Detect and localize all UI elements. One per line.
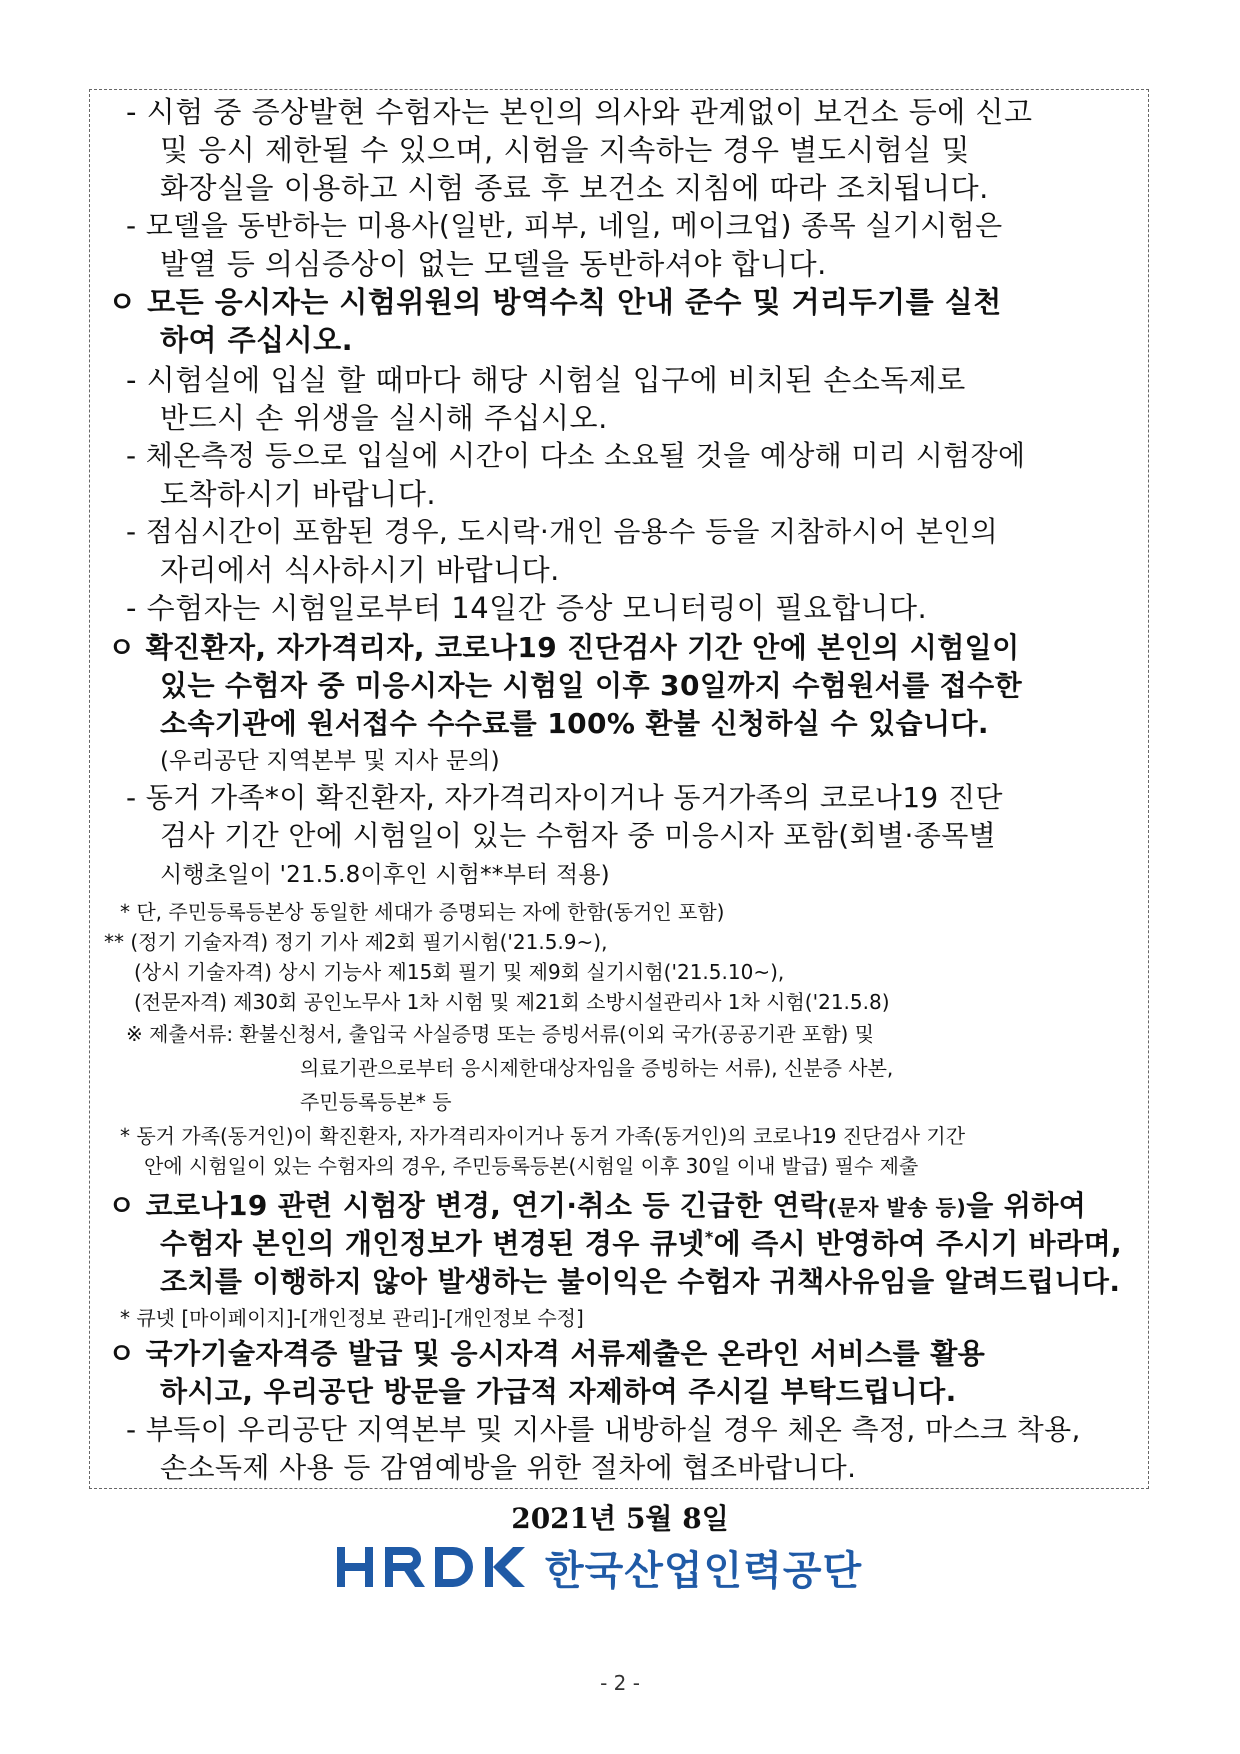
- text-line: 검사 기간 안에 시험일이 있는 수험자 중 미응시자 포함(회별·종목별: [160, 819, 997, 852]
- text-line: - 모델을 동반하는 미용사(일반, 피부, 네일, 메이크업) 종목 실기시험은: [126, 209, 1003, 242]
- text-line: - 부득이 우리공단 지역본부 및 지사를 내방하실 경우 체온 측정, 마스크 착용,: [126, 1413, 1081, 1446]
- footnote-line: ** (정기 기술자격) 정기 기사 제2회 필기시험('21.5.9~),: [104, 930, 608, 954]
- bullet-heading: ㅇ 국가기술자격증 발급 및 응시자격 서류제출은 온라인 서비스를 활용: [108, 1337, 986, 1370]
- document-date: 2021년 5월 8일: [511, 1502, 729, 1535]
- footnote-line: 안에 시험일이 있는 수험자의 경우, 주민등록등본(시험일 이후 30일 이내 발급) 필수 제출: [144, 1154, 919, 1178]
- bullet-heading: 하시고, 우리공단 방문을 가급적 자제하여 주시길 부탁드립니다.: [160, 1375, 957, 1408]
- bullet-heading: [160, 1222, 1122, 1262]
- documents-line: 주민등록등본* 등: [300, 1090, 452, 1114]
- heading-part: ㅇ 코로나19 관련 시험장 변경, 연기·취소 등 긴급한 연락: [108, 1189, 828, 1222]
- text-line: 자리에서 식사하시기 바랍니다.: [160, 553, 560, 587]
- text-line: - 점심시간이 포함된 경우, 도시락·개인 음용수 등을 지참하시어 본인의: [126, 515, 999, 548]
- text-line: - 시험 중 증상발현 수험자는 본인의 의사와 관계없이 보건소 등에 신고: [126, 95, 1033, 129]
- documents-line: ※ 제출서류: 환불신청서, 출입국 사실증명 또는 증빙서류(이외 국가(공공기관 포함) 및: [126, 1022, 875, 1046]
- text-line: - 수험자는 시험일로부터 14일간 증상 모니터링이 필요합니다.: [126, 591, 928, 625]
- heading-part: 을 위하여: [966, 1189, 1087, 1222]
- text-line: 발열 등 의심증상이 없는 모델을 동반하셔야 합니다.: [160, 247, 827, 281]
- bullet-heading: ㅇ 모든 응시자는 시험위원의 방역수칙 안내 준수 및 거리두기를 실천: [108, 285, 1002, 319]
- hrdk-logo-icon: [335, 1537, 535, 1597]
- text-line: - 시험실에 입실 할 때마다 해당 시험실 입구에 비치된 손소독제로: [126, 363, 966, 397]
- bullet-heading: ㅇ 확진환자, 자가격리자, 코로나19 진단검사 기간 안에 본인의 시험일이: [108, 631, 1020, 664]
- text-line: 반드시 손 위생을 실시해 주십시오.: [160, 401, 608, 435]
- text-line: 손소독제 사용 등 감염예방을 위한 절차에 협조바랍니다.: [160, 1451, 857, 1484]
- text-line: 도착하시기 바랍니다.: [160, 477, 437, 511]
- text-line: - 동거 가족*이 확진환자, 자가격리자이거나 동거가족의 코로나19 진단: [126, 781, 1003, 814]
- bullet-heading: 있는 수험자 중 미응시자는 시험일 이후 30일까지 수험원서를 접수한: [160, 669, 1023, 702]
- bullet-heading: 조치를 이행하지 않아 발생하는 불이익은 수험자 귀책사유임을 알려드립니다.: [160, 1265, 1121, 1298]
- page-number: - 2 -: [600, 1671, 640, 1695]
- text-line: (우리공단 지역본부 및 지사 문의): [160, 748, 500, 774]
- footnote-line: (전문자격) 제30회 공인노무사 1차 시험 및 제21회 소방시설관리사 1차 시험('21.5.8): [134, 990, 890, 1014]
- documents-line: 의료기관으로부터 응시제한대상자임을 증빙하는 서류), 신분증 사본,: [300, 1056, 894, 1080]
- heading-note: (문자 발송 등): [827, 1196, 967, 1220]
- text-line: - 체온측정 등으로 입실에 시간이 다소 소요될 것을 예상해 미리 시험장에: [126, 439, 1026, 472]
- heading-part: 에 즉시 반영하여 주시기 바라며,: [713, 1227, 1123, 1260]
- bullet-heading: [108, 1184, 1086, 1224]
- bullet-heading: 소속기관에 원서접수 수수료를 100% 환불 신청하실 수 있습니다.: [160, 707, 989, 740]
- text-line: 및 응시 제한될 수 있으며, 시험을 지속하는 경우 별도시험실 및: [160, 133, 971, 167]
- heading-part: 수험자 본인의 개인정보가 변경된 경우 큐넷: [160, 1227, 705, 1260]
- text-line: 화장실을 이용하고 시험 종료 후 보건소 지침에 따라 조치됩니다.: [160, 171, 989, 205]
- text-line: 시행초일이 '21.5.8이후인 시험**부터 적용): [160, 862, 610, 888]
- footnote-line: * 큐넷 [마이페이지]-[개인정보 관리]-[개인정보 수정]: [120, 1306, 584, 1330]
- footnote-line: (상시 기술자격) 상시 기능사 제15회 필기 및 제9회 실기시험('21.5.10~),: [134, 960, 785, 984]
- org-name: 한국산업인력공단: [545, 1548, 863, 1594]
- footnote-line: * 동거 가족(동거인)이 확진환자, 자가격리자이거나 동거 가족(동거인)의 코로나19 진단검사 기간: [120, 1124, 966, 1148]
- bullet-heading: 하여 주십시오.: [160, 323, 354, 357]
- footnote-mark: *: [704, 1227, 714, 1247]
- org-logo: [335, 1537, 915, 1609]
- footnote-line: * 단, 주민등록등본상 동일한 세대가 증명되는 자에 한함(동거인 포함): [120, 900, 725, 924]
- notice-box: [89, 89, 1149, 1489]
